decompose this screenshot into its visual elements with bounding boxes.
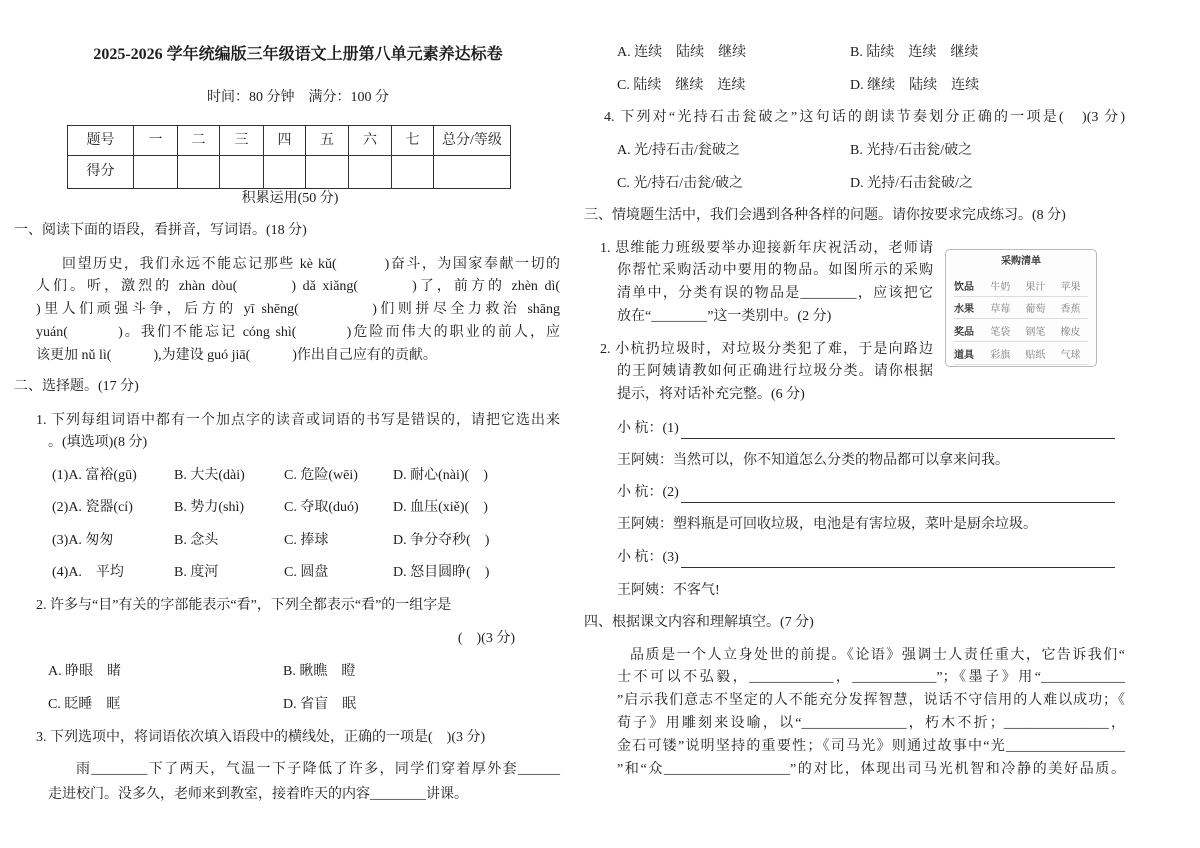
q2-option: D. 省盲 眠 — [283, 697, 357, 712]
score-cell — [306, 156, 349, 189]
q1-option: C. 夺取(duó) — [284, 500, 359, 515]
q3-stem: 3. 下列选项中，将词语依次填入语段中的横线处，正确的一项是( )(3 分) — [36, 730, 486, 745]
purchase-item: 橡皮 — [1060, 326, 1081, 338]
purchase-item: 果汁 — [1025, 281, 1046, 293]
score-cell — [434, 156, 511, 189]
dialogue-line — [617, 581, 720, 601]
q2-stem: 2. 许多与“目”有关的字部能表示“看”，下列全都表示“看”的一组字是 — [36, 598, 452, 613]
q1-option: D. 血压(xiě)( ) — [393, 500, 488, 515]
purchase-item: 笔袋 — [990, 326, 1011, 338]
dialogue-text: 当然可以，你不知道怎么分类的物品都可以拿来问我。 — [673, 453, 1009, 468]
purchase-item: 草莓 — [990, 303, 1011, 315]
q3-passage-line: 走进校门。没多久，老师来到教室，接着昨天的内容________讲课。 — [48, 787, 468, 802]
q3-option: A. 连续 陆续 继续 — [617, 45, 747, 60]
dialogue-line — [617, 419, 1115, 439]
purchase-list-row — [954, 274, 1088, 297]
s3-q1-line: 1. 思维能力班级要举办迎接新年庆祝活动，老师请 — [600, 241, 933, 256]
exam-meta: 时间：80 分钟 满分：100 分 — [207, 90, 389, 105]
section2-heading: 二、选择题。(17 分) — [14, 379, 139, 394]
purchase-item: 牛奶 — [990, 281, 1011, 293]
score-table-header-cell: 三 — [220, 126, 264, 156]
section1-line: )里人们顽强斗争，后方的 yī shēng( )们则拼尽全力救治 shāng — [36, 302, 560, 317]
score-row-label: 得分 — [68, 156, 134, 189]
section4-line: 士不可以不弘毅，____________，____________”；《墨子》用“____________ — [617, 670, 1125, 685]
q3-option: D. 继续 陆续 连续 — [850, 78, 980, 93]
q2-answer-slot: ( )(3 分) — [457, 631, 515, 646]
purchase-item: 葡萄 — [1025, 303, 1046, 315]
section1-line: yuán( )。我们不能忘记 cóng shì( )危险而伟大的职业的前人，应 — [36, 325, 560, 340]
s3-q1-line: 你帮忙采购活动中要用的物品。如图所示的采购 — [617, 263, 933, 278]
q3-option: C. 陆续 继续 连续 — [617, 78, 746, 93]
dialogue-speaker: 小 杭：(2) — [617, 485, 679, 500]
q4-option: C. 光/持石/击瓮/破之 — [617, 176, 744, 191]
q2-option: C. 眨睡 眶 — [48, 697, 121, 712]
q1-option: (1)A. 富裕(gū) — [52, 468, 137, 483]
exam-title: 2025-2026 学年统编版三年级语文上册第八单元素养达标卷 — [93, 46, 503, 63]
score-table-score-row — [68, 156, 511, 189]
score-table-header-cell: 七 — [392, 126, 434, 156]
score-table — [67, 125, 511, 189]
score-table-header-cell: 六 — [349, 126, 392, 156]
score-table-header-row — [68, 126, 511, 156]
section1-line: 人们。听，激烈的 zhàn dòu( ) dǎ xiǎng( )了，前方的 zhèn dì( — [36, 279, 560, 294]
score-cell — [264, 156, 306, 189]
q1-stem: 1. 下列每组词语中都有一个加点字的读音或词语的书写是错误的，请把它选出来 — [36, 413, 560, 428]
purchase-category: 饮品 — [954, 281, 974, 293]
purchase-category: 奖品 — [954, 326, 974, 338]
q1-option: D. 耐心(nài)( ) — [393, 468, 488, 483]
purchase-item: 气球 — [1060, 349, 1081, 361]
purchase-category: 道具 — [954, 349, 974, 361]
purchase-item: 苹果 — [1060, 281, 1081, 293]
dialogue-text: 不客气! — [673, 583, 720, 598]
score-cell — [134, 156, 178, 189]
q4-stem: 4. 下列对“光持石击瓮破之”这句话的朗读节奏划分正确的一项是( )(3 分) — [604, 110, 1125, 125]
s3-q1-line: 放在“________”这一类别中。(2 分) — [617, 309, 832, 324]
purchase-list-row — [954, 296, 1088, 319]
part-label: 积累运用(50 分) — [241, 191, 339, 206]
section4-heading: 四、根据课文内容和理解填空。(7 分) — [584, 615, 814, 630]
purchase-item: 香蕉 — [1060, 303, 1081, 315]
score-cell — [349, 156, 392, 189]
answer-line — [681, 487, 1115, 503]
section4-line: 金石可镂”说明坚持的重要性；《司马光》则通过故事中“光_________________ — [617, 739, 1125, 754]
score-cell — [178, 156, 220, 189]
score-table-header-cell: 题号 — [68, 126, 134, 156]
section4-line: 荀子》用雕刻来设喻，以“_______________，朽木不折；_______________， — [617, 716, 1125, 731]
dialogue-text: 塑料瓶是可回收垃圾，电池是有害垃圾，菜叶是厨余垃圾。 — [673, 517, 1037, 532]
purchase-list-row — [954, 342, 1088, 365]
q1-option: B. 大夫(dài) — [174, 468, 245, 483]
score-table-header-cell: 二 — [178, 126, 220, 156]
q3-option: B. 陆续 连续 继续 — [850, 45, 979, 60]
q4-option: D. 光持/石击瓮破/之 — [850, 176, 973, 191]
q3-passage-line: 雨________下了两天，气温一下子降低了许多，同学们穿着厚外套______ — [76, 762, 560, 777]
dialogue-line — [617, 483, 1115, 503]
q1-option: C. 圆盘 — [284, 565, 329, 580]
q4-option: A. 光/持石击/瓮破之 — [617, 143, 740, 158]
section4-line: 品质是一个人立身处世的前提。《论语》强调士人责任重大，它告诉我们“ — [630, 648, 1125, 663]
section3-heading: 三、情境题生活中，我们会遇到各种各样的问题。请你按要求完成练习。(8 分) — [584, 208, 1066, 223]
q1-option: C. 捧球 — [284, 533, 329, 548]
section1-line: 该更加 nǔ lì( ),为建设 guó jiā( )作出自己应有的贡献。 — [36, 348, 437, 363]
section4-line: ”和“众__________________”的对比，体现出司马光机智和冷静的美好品质。 — [617, 762, 1125, 777]
s3-q1-line: 清单中，分类有误的物品是________，应该把它 — [617, 286, 933, 301]
dialogue-speaker: 王阿姨： — [617, 517, 673, 532]
q1-option: B. 念头 — [174, 533, 219, 548]
score-table-header-cell: 四 — [264, 126, 306, 156]
purchase-list-title: 采购清单 — [1001, 256, 1041, 267]
purchase-list-row — [954, 319, 1088, 342]
q1-option: B. 度河 — [174, 565, 219, 580]
score-cell — [392, 156, 434, 189]
score-table-header-cell: 五 — [306, 126, 349, 156]
q1-option: (3)A. 匆匆 — [52, 533, 114, 548]
q1-option: D. 怒目圆睁( ) — [393, 565, 490, 580]
answer-line — [681, 423, 1115, 439]
s3-q2-line: 2. 小杭扔垃圾时，对垃圾分类犯了难，于是向路边 — [600, 342, 933, 357]
q1-stem-cont: 。(填选项)(8 分) — [48, 435, 148, 450]
dialogue-speaker: 小 杭：(1) — [617, 421, 679, 436]
score-cell — [220, 156, 264, 189]
section4-line: ”启示我们意志不坚定的人不能充分发挥智慧，说话不守信用的人难以成功；《 — [617, 693, 1125, 708]
q1-option: C. 危险(wēi) — [284, 468, 358, 483]
q1-option: (4)A. 平均 — [52, 565, 124, 580]
section1-line: 回望历史，我们永远不能忘记那些 kè kǔ( )奋斗，为国家奉献一切的 — [62, 257, 560, 272]
q2-option: A. 睁眼 睹 — [48, 664, 122, 679]
q4-option: B. 光持/石击瓮/破之 — [850, 143, 973, 158]
dialogue-speaker: 王阿姨： — [617, 583, 673, 598]
answer-line — [681, 552, 1115, 568]
dialogue-line — [617, 548, 1115, 568]
dialogue-speaker: 王阿姨： — [617, 453, 673, 468]
dialogue-speaker: 小 杭：(3) — [617, 550, 679, 565]
purchase-item: 彩旗 — [990, 349, 1011, 361]
section1-heading: 一、阅读下面的语段，看拼音，写词语。(18 分) — [14, 223, 307, 238]
q1-option: B. 势力(shì) — [174, 500, 244, 515]
s3-q2-line: 的王阿姨请教如何正确进行垃圾分类。请你根据 — [617, 364, 933, 379]
q1-option: D. 争分夺秒( ) — [393, 533, 490, 548]
dialogue-line — [617, 451, 1009, 471]
score-table-header-cell: 总分/等级 — [434, 126, 511, 156]
dialogue-line — [617, 515, 1037, 535]
q1-option: (2)A. 瓷器(cí) — [52, 500, 133, 515]
q2-option: B. 瞅瞧 瞪 — [283, 664, 356, 679]
purchase-list-card — [945, 249, 1097, 367]
score-table-header-cell: 一 — [134, 126, 178, 156]
s3-q2-line: 提示，将对话补充完整。(6 分) — [617, 387, 805, 402]
purchase-item: 钢笔 — [1025, 326, 1046, 338]
purchase-item: 贴纸 — [1025, 349, 1046, 361]
purchase-category: 水果 — [954, 303, 974, 315]
